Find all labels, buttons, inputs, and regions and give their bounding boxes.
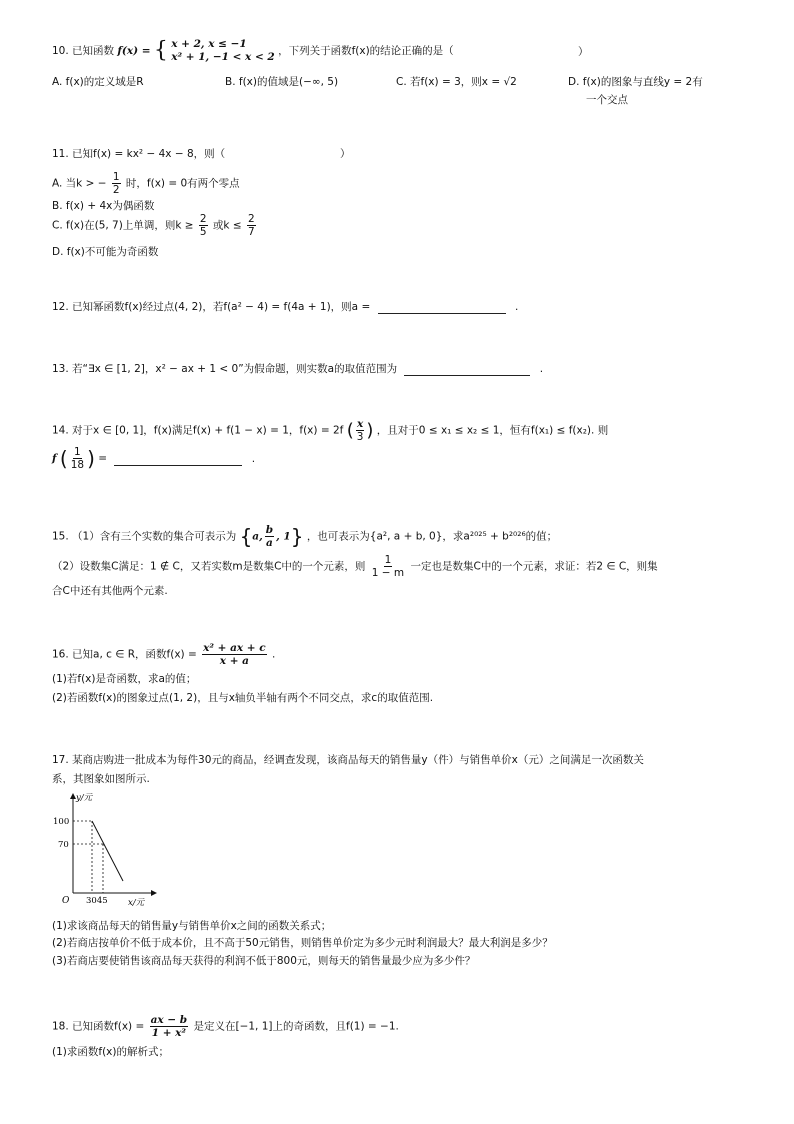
q13-stem bbox=[52, 361, 543, 376]
q14-paren-close: ) bbox=[366, 420, 374, 441]
q10-option-b: B. f(x)的值域是(−∞, 5) bbox=[225, 76, 339, 88]
q14-end: . bbox=[251, 452, 256, 465]
q15-frac1 bbox=[265, 524, 274, 549]
q15-set-c: , 1 bbox=[276, 530, 291, 543]
q16-part1: (1)若f(x)是奇函数，求a的值； bbox=[52, 673, 197, 685]
q11-c-frac2 bbox=[247, 213, 256, 238]
origin-label: O bbox=[62, 896, 70, 906]
q14-pre: 14. 对于x ∈ [0, 1]，f(x)满足f(x) + f(1 − x) = 1，f(x) = 2f bbox=[52, 424, 344, 437]
x-ticks: 3045 bbox=[86, 896, 108, 906]
q10-piece1: x + 2, x ≤ −1 bbox=[171, 38, 247, 50]
q11-c-pre: C. f(x)在(5, 7)上单调，则k ≥ bbox=[52, 219, 194, 232]
q11-c-num2: 2 bbox=[248, 213, 255, 225]
q15-part2 bbox=[52, 554, 658, 579]
q10-close: ） bbox=[578, 46, 589, 58]
q14-eq: = bbox=[98, 452, 108, 465]
q10-option-d: D. f(x)的图象与直线y = 2有 bbox=[568, 76, 703, 88]
q16-num: x² + ax + c bbox=[203, 642, 266, 654]
q11-close: ） bbox=[340, 148, 351, 160]
x-axis-label: x/元 bbox=[128, 898, 145, 908]
q11-stem: 11. 已知f(x) = kx² − 4x − 8，则（ bbox=[52, 148, 226, 160]
q11-c-num1: 2 bbox=[199, 213, 207, 225]
q14-num1: x bbox=[356, 418, 364, 430]
q15-p2-pre: （2）设数集C满足：1 ∉ C，又若实数m是数集C中的一个元素，则 bbox=[52, 560, 366, 573]
q18-frac bbox=[150, 1014, 189, 1039]
q13-text: 13. 若“∃x ∈ [1, 2]，x² − ax + 1 < 0”为假命题，则实数a的取值范围为 bbox=[52, 363, 398, 375]
q10-pieces bbox=[171, 38, 274, 64]
q14-line1 bbox=[52, 418, 608, 443]
q11-a-post: 时，f(x) = 0有两个零点 bbox=[125, 177, 240, 190]
q14-line2 bbox=[52, 446, 255, 471]
q14-post: ，且对于0 ≤ x₁ ≤ x₂ ≤ 1，恒有f(x₁) ≤ f(x₂). 则 bbox=[376, 424, 609, 437]
q14-paren-open: ( bbox=[346, 420, 354, 441]
q17-part1: (1)求该商品每天的销售量y与销售单价x之间的函数关系式； bbox=[52, 920, 332, 932]
q13-answer-blank[interactable] bbox=[404, 363, 530, 376]
q14-num2: 1 bbox=[74, 446, 81, 458]
q10-suffix: ，下列关于函数f(x)的结论正确的是（ bbox=[278, 45, 454, 57]
q10-fn: f(x) = bbox=[117, 45, 151, 57]
q17-line2: 系，其图象如图所示. bbox=[52, 773, 150, 785]
q17-graph bbox=[52, 788, 162, 908]
q18-pre: 18. 已知函数f(x) = bbox=[52, 1020, 145, 1033]
q12-answer-blank[interactable] bbox=[378, 301, 506, 314]
q10-option-c: C. 若f(x) = 3，则x = √2 bbox=[396, 76, 517, 88]
y-tick-100: 100 bbox=[53, 817, 70, 827]
q18-den: 1 + x² bbox=[151, 1027, 187, 1039]
q12-end: . bbox=[514, 301, 519, 313]
q18-num: ax − b bbox=[150, 1014, 188, 1026]
q11-option-c bbox=[52, 213, 258, 238]
q16-pre: 16. 已知a, c ∈ R，函数f(x) = bbox=[52, 648, 197, 661]
q11-a-num: 1 bbox=[112, 171, 120, 183]
q11-a-frac bbox=[112, 171, 121, 196]
q11-a-pre: A. 当k > − bbox=[52, 177, 107, 190]
q15-part1 bbox=[52, 524, 557, 549]
q15-set-a: a, bbox=[252, 530, 263, 543]
q17-part2: (2)若商店按单价不低于成本价，且不高于50元销售，则销售单价定为多少元时利润最大？最大利润是多少？ bbox=[52, 937, 553, 949]
q15-brace-open: { bbox=[239, 524, 253, 549]
q18-part1: (1)求函数f(x)的解析式； bbox=[52, 1046, 169, 1058]
q15-p1-pre: 15. （1）含有三个实数的集合可表示为 bbox=[52, 530, 237, 543]
q17-line1: 17. 某商店购进一批成本为每件30元的商品，经调查发现，该商品每天的销售量y（件）与销售单价x（元）之间满足一次函数关 bbox=[52, 754, 644, 766]
q11-a-den: 2 bbox=[112, 184, 120, 196]
q15-den1: a bbox=[266, 537, 273, 549]
q15-part2-line2: 合C中还有其他两个元素. bbox=[52, 585, 168, 597]
graph-line bbox=[92, 821, 123, 881]
q11-option-a bbox=[52, 171, 240, 196]
q16-stem bbox=[52, 642, 275, 667]
q18-stem bbox=[52, 1014, 399, 1039]
q10-option-d-line2: 一个交点 bbox=[586, 94, 628, 106]
q11-c-den1: 5 bbox=[199, 226, 207, 238]
q11-c-mid: 或k ≤ bbox=[212, 219, 242, 232]
q14-line2-f: f bbox=[52, 452, 57, 465]
q14-den1: 3 bbox=[356, 431, 364, 443]
q14-den2: 18 bbox=[70, 459, 85, 471]
q15-den2: 1 − m bbox=[371, 567, 405, 579]
q14-paren2-open: ( bbox=[59, 446, 68, 471]
q15-frac2 bbox=[371, 554, 405, 579]
y-axis-label: y/元 bbox=[76, 793, 93, 803]
q16-part2: (2)若函数f(x)的图象过点(1, 2)，且与x轴负半轴有两个不同交点，求c的取值范围. bbox=[52, 692, 434, 704]
q16-post: . bbox=[272, 648, 276, 661]
y-tick-70: 70 bbox=[58, 840, 69, 850]
q14-paren2-close: ) bbox=[87, 446, 95, 471]
q15-p1-post: ，也可表示为{a², a + b, 0}，求a²⁰²⁵ + b²⁰²⁶的值； bbox=[306, 530, 558, 543]
q15-p2-post: 一定也是数集C中的一个元素，求证：若2 ∈ C，则集 bbox=[410, 560, 658, 573]
q18-post: 是定义在[−1, 1]上的奇函数，且f(1) = −1. bbox=[193, 1020, 399, 1033]
q10-prefix: 10. 已知函数 bbox=[52, 45, 115, 57]
q11-c-den2: 7 bbox=[248, 226, 255, 238]
q13-end: . bbox=[539, 363, 544, 375]
q11-option-b: B. f(x) + 4x为偶函数 bbox=[52, 200, 155, 212]
q15-brace-close: } bbox=[290, 524, 304, 549]
q16-frac bbox=[202, 642, 267, 667]
q10-option-a: A. f(x)的定义域是R bbox=[52, 76, 144, 88]
q14-answer-blank[interactable] bbox=[114, 453, 242, 466]
q14-frac2 bbox=[70, 446, 85, 471]
q17-part3: (3)若商店要使销售该商品每天获得的利润不低于800元，则每天的销售量最少应为多少件？ bbox=[52, 955, 476, 967]
q10-brace: { bbox=[153, 38, 168, 63]
q14-frac1 bbox=[356, 418, 365, 443]
q12-stem bbox=[52, 299, 518, 314]
q10-stem bbox=[52, 38, 454, 64]
q16-den: x + a bbox=[219, 655, 249, 667]
q15-num2: 1 bbox=[384, 554, 392, 566]
q10-piece2: x² + 1, −1 < x < 2 bbox=[171, 51, 275, 63]
q12-text: 12. 已知幂函数f(x)经过点(4, 2)，若f(a² − 4) = f(4a + 1)，则a = bbox=[52, 301, 371, 313]
q15-num1: b bbox=[265, 524, 274, 536]
q11-option-d: D. f(x)不可能为奇函数 bbox=[52, 246, 159, 258]
q11-c-frac1 bbox=[199, 213, 208, 238]
